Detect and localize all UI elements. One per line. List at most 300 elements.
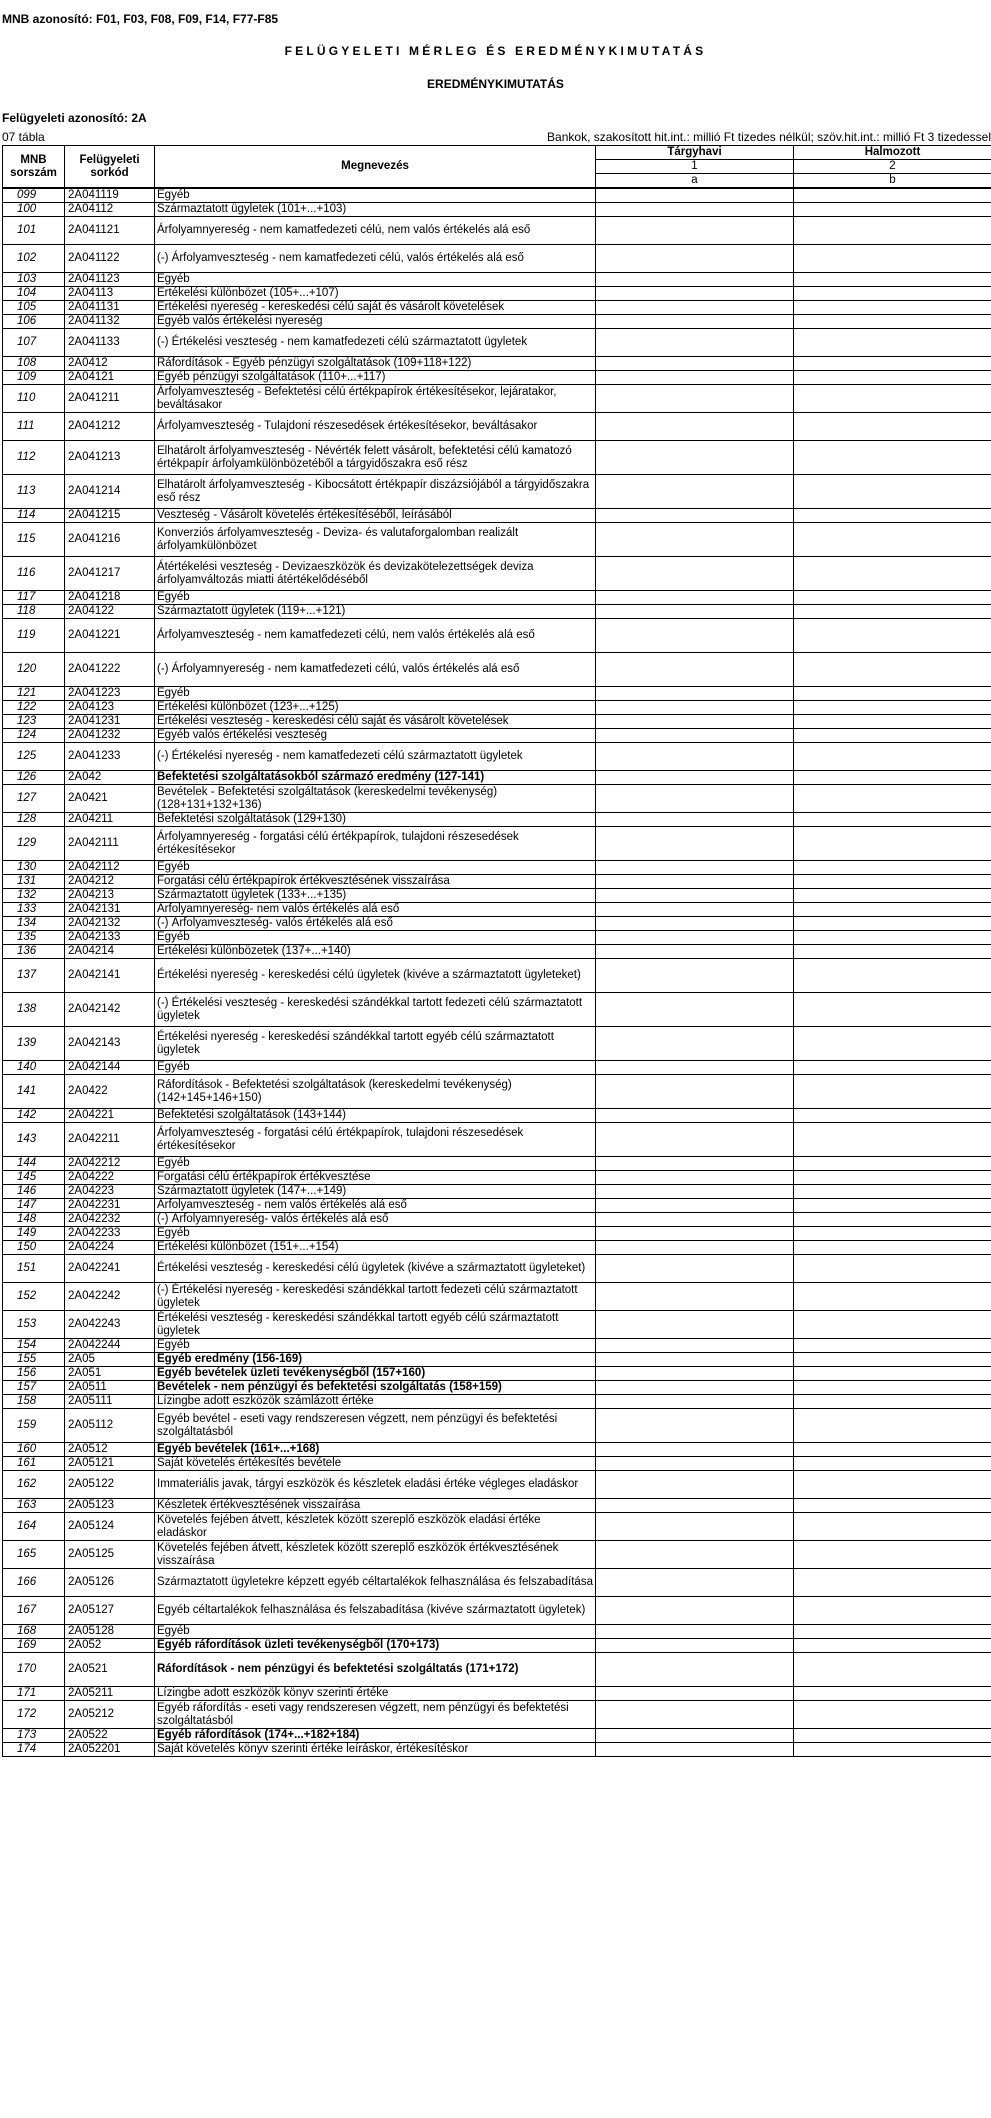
table-row [3,371,991,385]
row-code: 2A042231 [65,1199,155,1213]
row-description: Készletek értékvesztésének visszaírása [155,1499,596,1513]
table-row [3,1639,991,1653]
row-description: Származtatott ügyletekre képzett egyéb céltartalékok felhasználása és felszabadítása [155,1569,596,1597]
row-value-current [596,1185,794,1199]
table-row [3,1743,991,1757]
row-description: Egyéb valós értékelési veszteség [155,729,596,743]
row-value-cumulative [794,1227,991,1241]
row-code: 2A041121 [65,217,155,245]
row-description: Elhatárolt árfolyamveszteség - Névérték felett vásárolt, befektetési célú kamatozó értékpapír árfolyamkülönbözetéből a tárgyidőszakra eső rész [155,441,596,475]
row-value-current [596,931,794,945]
row-code: 2A042141 [65,959,155,993]
row-value-current [596,385,794,413]
row-description: Veszteség - Vásárolt követelés értékesítéséből, leírásából [155,509,596,523]
row-value-cumulative [794,729,991,743]
row-description: Egyéb [155,1061,596,1075]
row-description: Egyéb [155,861,596,875]
row-code: 2A05126 [65,1569,155,1597]
row-value-current [596,1353,794,1367]
row-number: 126 [3,771,65,785]
row-code: 2A041213 [65,441,155,475]
row-value-current [596,1597,794,1625]
row-description: Értékelési veszteség - kereskedési szándékkal tartott egyéb célú származtatott ügyletek [155,1311,596,1339]
row-code: 2A042112 [65,861,155,875]
row-number: 152 [3,1283,65,1311]
row-code: 2A042232 [65,1213,155,1227]
document-subtitle: EREDMÉNYKIMUTATÁS [427,77,564,91]
row-value-current [596,301,794,315]
row-code: 2A05127 [65,1597,155,1625]
row-value-cumulative [794,1653,991,1687]
row-value-current [596,743,794,771]
table-row [3,687,991,701]
row-value-cumulative [794,1569,991,1597]
row-description: Bevételek - Befektetési szolgáltatások (kereskedelmi tevékenység) (128+131+132+136) [155,785,596,813]
table-row [3,301,991,315]
row-value-current [596,771,794,785]
row-value-current [596,371,794,385]
row-value-cumulative [794,1457,991,1471]
row-value-cumulative [794,1075,991,1109]
row-description: (-) Árfolyamveszteség- valós értékelés alá eső [155,917,596,931]
row-description: Ráfordítások - nem pénzügyi és befektetési szolgáltatás (171+172) [155,1653,596,1687]
row-number: 171 [3,1687,65,1701]
row-code: 2A05123 [65,1499,155,1513]
table-row [3,875,991,889]
table-row [3,1283,991,1311]
row-code: 2A041122 [65,245,155,273]
row-value-current [596,889,794,903]
row-value-cumulative [794,1639,991,1653]
row-code: 2A042133 [65,931,155,945]
row-description: Egyéb ráfordítás - eseti vagy rendszeresen végzett, nem pénzügyi és befektetési szolgáltatásból [155,1701,596,1729]
row-value-current [596,329,794,357]
row-value-cumulative [794,1381,991,1395]
row-code: 2A04211 [65,813,155,827]
row-code: 2A04224 [65,1241,155,1255]
row-code: 2A0512 [65,1443,155,1457]
table-row [3,743,991,771]
row-number: 128 [3,813,65,827]
table-row [3,715,991,729]
row-value-cumulative [794,1027,991,1061]
row-code: 2A042242 [65,1283,155,1311]
row-code: 2A04122 [65,605,155,619]
row-value-current [596,1283,794,1311]
table-row [3,441,991,475]
row-number: 142 [3,1109,65,1123]
row-code: 2A04113 [65,287,155,301]
row-code: 2A041221 [65,619,155,653]
row-code: 2A041131 [65,301,155,315]
row-number: 104 [3,287,65,301]
row-number: 149 [3,1227,65,1241]
row-value-cumulative [794,203,991,217]
table-row [3,1687,991,1701]
row-value-cumulative [794,653,991,687]
row-number: 121 [3,687,65,701]
row-value-cumulative [794,701,991,715]
table-row [3,1471,991,1499]
row-description: Egyéb bevétel - eseti vagy rendszeresen végzett, nem pénzügyi és befektetési szolgáltatásból [155,1409,596,1443]
row-number: 153 [3,1311,65,1339]
row-number: 127 [3,785,65,813]
row-description: Árfolyamveszteség - Tulajdoni részesedések értékesítésekor, beváltásakor [155,413,596,441]
table-row [3,1213,991,1227]
row-number: 120 [3,653,65,687]
row-value-current [596,1639,794,1653]
row-value-cumulative [794,1409,991,1443]
row-value-current [596,729,794,743]
row-code: 2A04212 [65,875,155,889]
row-number: 172 [3,1701,65,1729]
row-code: 2A05212 [65,1701,155,1729]
col-current-number: 1 [596,160,794,174]
table-row [3,1381,991,1395]
row-number: 100 [3,203,65,217]
table-row [3,993,991,1027]
row-code: 2A04222 [65,1171,155,1185]
row-number: 110 [3,385,65,413]
table-row [3,1109,991,1123]
row-description: Értékelési veszteség - kereskedési célú saját és vásárolt követelések [155,715,596,729]
row-value-current [596,903,794,917]
row-number: 099 [3,188,65,203]
row-value-current [596,605,794,619]
row-number: 166 [3,1569,65,1597]
row-value-current [596,861,794,875]
row-number: 162 [3,1471,65,1499]
row-value-current [596,1653,794,1687]
row-description: Forgatási célú értékpapírok értékvesztése [155,1171,596,1185]
row-value-cumulative [794,1213,991,1227]
row-number: 165 [3,1541,65,1569]
row-value-cumulative [794,591,991,605]
row-value-current [596,653,794,687]
row-number: 167 [3,1597,65,1625]
row-description: Egyéb [155,931,596,945]
table-row [3,385,991,413]
row-code: 2A041231 [65,715,155,729]
row-code: 2A042111 [65,827,155,861]
row-value-cumulative [794,357,991,371]
row-value-current [596,875,794,889]
row-value-cumulative [794,301,991,315]
row-description: (-) Értékelési nyereség - kereskedési szándékkal tartott fedezeti célú származtatott ügyletek [155,1283,596,1311]
table-row [3,1075,991,1109]
row-value-cumulative [794,903,991,917]
row-description: Egyéb bevételek (161+...+168) [155,1443,596,1457]
table-row [3,287,991,301]
row-value-current [596,1443,794,1457]
table-row [3,1311,991,1339]
row-value-cumulative [794,1729,991,1743]
row-number: 174 [3,1743,65,1757]
row-value-current [596,441,794,475]
row-description: Árfolyamveszteség - Befektetési célú értékpapírok értékesítésekor, lejáratakor, beváltásakor [155,385,596,413]
col-current: Tárgyhavi [596,146,794,160]
row-value-cumulative [794,993,991,1027]
row-number: 118 [3,605,65,619]
row-code: 2A042131 [65,903,155,917]
row-code: 2A041216 [65,523,155,557]
row-value-current [596,1227,794,1241]
row-code: 2A04223 [65,1185,155,1199]
row-number: 140 [3,1061,65,1075]
row-code: 2A041211 [65,385,155,413]
row-code: 2A042233 [65,1227,155,1241]
row-number: 144 [3,1157,65,1171]
row-value-cumulative [794,1499,991,1513]
row-value-cumulative [794,1541,991,1569]
row-value-cumulative [794,1283,991,1311]
row-value-cumulative [794,245,991,273]
row-description: Egyéb pénzügyi szolgáltatások (110+...+117) [155,371,596,385]
row-code: 2A04221 [65,1109,155,1123]
row-number: 112 [3,441,65,475]
row-value-cumulative [794,1743,991,1757]
row-value-cumulative [794,1353,991,1367]
income-statement-table [2,145,991,1757]
table-number: 07 tábla [2,130,45,144]
row-code: 2A0412 [65,357,155,371]
table-header [3,146,991,189]
row-number: 107 [3,329,65,357]
row-code: 2A041223 [65,687,155,701]
table-row [3,509,991,523]
row-code: 2A04112 [65,203,155,217]
row-code: 2A05111 [65,1395,155,1409]
row-value-current [596,785,794,813]
col-mnb-no: MNB sorszám [3,146,65,189]
row-description: Egyéb céltartalékok felhasználása és felszabadítása (kivéve származtatott ügyletek) [155,1597,596,1625]
row-value-cumulative [794,1157,991,1171]
row-number: 106 [3,315,65,329]
table-row [3,813,991,827]
row-value-cumulative [794,889,991,903]
row-value-current [596,1499,794,1513]
row-value-cumulative [794,413,991,441]
table-row [3,1729,991,1743]
row-description: Értékelési nyereség - kereskedési szándékkal tartott egyéb célú származtatott ügyletek [155,1027,596,1061]
row-description: Egyéb [155,1227,596,1241]
row-number: 111 [3,413,65,441]
row-code: 2A04214 [65,945,155,959]
table-row [3,1367,991,1381]
table-row [3,1123,991,1157]
row-description: Ráfordítások - Befektetési szolgáltatások (kereskedelmi tevékenység) (142+145+146+150) [155,1075,596,1109]
row-value-current [596,1339,794,1353]
row-description: Egyéb [155,188,596,203]
row-number: 143 [3,1123,65,1157]
row-value-cumulative [794,385,991,413]
table-row [3,771,991,785]
row-value-current [596,1381,794,1395]
row-number: 136 [3,945,65,959]
row-description: Követelés fejében átvett, készletek között szereplő eszközök értékvesztésének visszaírása [155,1541,596,1569]
document-title: FELÜGYELETI MÉRLEG ÉS EREDMÉNYKIMUTATÁS [284,44,707,58]
row-value-current [596,217,794,245]
table-row [3,1171,991,1185]
row-value-current [596,591,794,605]
row-description: (-) Árfolyamnyereség- valós értékelés alá eső [155,1213,596,1227]
row-value-cumulative [794,1367,991,1381]
table-row [3,245,991,273]
table-row [3,931,991,945]
table-row [3,1353,991,1367]
row-number: 137 [3,959,65,993]
table-row [3,217,991,245]
table-row [3,1597,991,1625]
table-row [3,861,991,875]
table-row [3,357,991,371]
row-value-current [596,413,794,441]
table-row [3,605,991,619]
table-row [3,729,991,743]
row-number: 154 [3,1339,65,1353]
row-description: Árfolyamveszteség - forgatási célú értékpapírok, tulajdoni részesedések értékesítésekor [155,1123,596,1157]
row-number: 135 [3,931,65,945]
row-code: 2A042143 [65,1027,155,1061]
row-number: 148 [3,1213,65,1227]
unit-note: Bankok, szakosított hit.int.: millió Ft tizedes nélkül; szöv.hit.int.: millió Ft 3 tizedessel [547,130,991,144]
row-code: 2A05211 [65,1687,155,1701]
row-description: Konverziós árfolyamveszteség - Deviza- és valutaforgalomban realizált árfolyamkülönbözet [155,523,596,557]
table-row [3,1409,991,1443]
row-value-current [596,1701,794,1729]
row-value-current [596,619,794,653]
row-number: 168 [3,1625,65,1639]
row-value-cumulative [794,315,991,329]
row-value-cumulative [794,827,991,861]
row-description: (-) Értékelési veszteség - nem kamatfedezeti célú származtatott ügyletek [155,329,596,357]
row-value-current [596,1541,794,1569]
row-number: 125 [3,743,65,771]
table-row [3,1541,991,1569]
row-code: 2A042144 [65,1061,155,1075]
row-value-cumulative [794,1311,991,1339]
row-number: 147 [3,1199,65,1213]
row-description: Értékelési nyereség - kereskedési célú ügyletek (kivéve a származtatott ügyleteket) [155,959,596,993]
row-description: Lízingbe adott eszközök könyv szerinti értéke [155,1687,596,1701]
row-value-cumulative [794,441,991,475]
row-description: (-) Árfolyamveszteség - nem kamatfedezeti célú, valós értékelés alá eső [155,245,596,273]
row-code: 2A042244 [65,1339,155,1353]
row-number: 133 [3,903,65,917]
row-value-current [596,1569,794,1597]
row-code: 2A042241 [65,1255,155,1283]
row-code: 2A05128 [65,1625,155,1639]
row-value-cumulative [794,371,991,385]
row-code: 2A041132 [65,315,155,329]
col-name: Megnevezés [155,146,596,189]
row-description: Befektetési szolgáltatások (129+130) [155,813,596,827]
row-value-cumulative [794,329,991,357]
row-value-cumulative [794,715,991,729]
row-code: 2A042142 [65,993,155,1027]
row-value-cumulative [794,188,991,203]
row-description: Értékelési nyereség - kereskedési célú saját és vásárolt követelések [155,301,596,315]
row-value-current [596,1171,794,1185]
row-code: 2A0421 [65,785,155,813]
row-value-current [596,715,794,729]
row-value-cumulative [794,875,991,889]
table-row [3,1227,991,1241]
row-description: Egyéb eredmény (156-169) [155,1353,596,1367]
table-row [3,1157,991,1171]
row-number: 122 [3,701,65,715]
row-number: 139 [3,1027,65,1061]
row-description: Átértékelési veszteség - Devizaeszközök és devizakötelezettségek deviza árfolyamváltozás miatti átértékelődéséből [155,557,596,591]
table-row [3,273,991,287]
table-row [3,1241,991,1255]
table-row [3,557,991,591]
row-description: (-) Értékelési veszteség - kereskedési szándékkal tartott fedezeti célú származtatott ügyletek [155,993,596,1027]
table-row [3,591,991,605]
row-description: Befektetési szolgáltatásokból származó eredmény (127-141) [155,771,596,785]
row-code: 2A05121 [65,1457,155,1471]
table-row [3,889,991,903]
row-code: 2A05122 [65,1471,155,1499]
row-value-current [596,475,794,509]
row-code: 2A05124 [65,1513,155,1541]
row-value-cumulative [794,1443,991,1457]
row-description: Egyéb ráfordítások (174+...+182+184) [155,1729,596,1743]
row-value-current [596,687,794,701]
table-row [3,1185,991,1199]
row-value-cumulative [794,619,991,653]
row-number: 130 [3,861,65,875]
row-value-cumulative [794,287,991,301]
row-number: 169 [3,1639,65,1653]
row-number: 163 [3,1499,65,1513]
row-number: 102 [3,245,65,273]
table-row [3,1499,991,1513]
row-description: Árfolyamveszteség - nem valós értékelés alá eső [155,1199,596,1213]
row-number: 101 [3,217,65,245]
row-value-cumulative [794,1625,991,1639]
row-value-current [596,1513,794,1541]
row-value-current [596,1075,794,1109]
row-number: 141 [3,1075,65,1109]
table-row [3,1339,991,1353]
row-value-current [596,1457,794,1471]
row-description: Saját követelés értékesítés bevétele [155,1457,596,1471]
supervisory-identifier: Felügyeleti azonosító: 2A [2,111,147,125]
table-row [3,329,991,357]
row-value-current [596,1061,794,1075]
row-value-current [596,1729,794,1743]
row-number: 132 [3,889,65,903]
row-code: 2A052201 [65,1743,155,1757]
row-description: Követelés fejében átvett, készletek között szereplő eszközök eladási értéke eladáskor [155,1513,596,1541]
row-number: 119 [3,619,65,653]
row-value-cumulative [794,931,991,945]
mnb-identifier: MNB azonosító: F01, F03, F08, F09, F14, F77-F85 [2,12,279,26]
row-value-current [596,188,794,203]
table-row [3,413,991,441]
row-number: 155 [3,1353,65,1367]
row-value-current [596,315,794,329]
row-description: Egyéb [155,1157,596,1171]
table-row [3,619,991,653]
row-value-cumulative [794,1241,991,1255]
row-value-cumulative [794,1395,991,1409]
row-value-current [596,1743,794,1757]
row-value-cumulative [794,861,991,875]
row-value-cumulative [794,1597,991,1625]
row-code: 2A0521 [65,1653,155,1687]
